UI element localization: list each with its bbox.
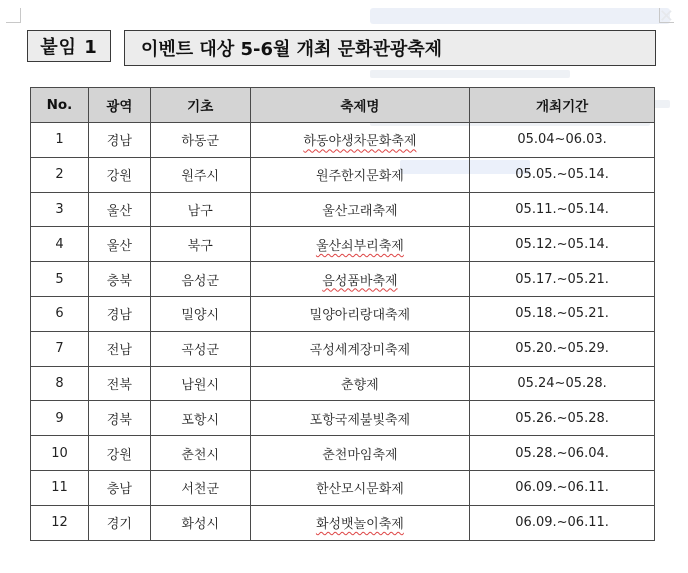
table-row xyxy=(31,331,655,366)
cell-region: 충남 xyxy=(88,470,150,505)
festival-name: 원주한지문화제 xyxy=(315,169,404,185)
cell-region: 강원 xyxy=(88,436,150,471)
cell-region: 전북 xyxy=(88,366,150,401)
page-title: 이벤트 대상 5-6월 개최 문화관광축제 xyxy=(124,30,656,66)
table-row xyxy=(31,470,655,505)
table-row xyxy=(31,505,655,540)
cell-base: 포항시 xyxy=(150,401,250,436)
cell-region: 울산 xyxy=(88,227,150,262)
cell-no: 3 xyxy=(31,192,89,227)
cell-festival xyxy=(250,331,470,366)
table-row xyxy=(31,227,655,262)
cell-region: 경남 xyxy=(88,123,150,158)
cell-base: 곡성군 xyxy=(150,331,250,366)
page-corner-mark xyxy=(6,8,21,23)
cell-period: 05.28.~06.04. xyxy=(470,436,655,471)
cell-period: 05.18.~05.21. xyxy=(470,296,655,331)
cell-region: 강원 xyxy=(88,157,150,192)
cell-festival xyxy=(250,227,470,262)
cell-no: 9 xyxy=(31,401,89,436)
cell-base: 남구 xyxy=(150,192,250,227)
cell-period: 05.24~05.28. xyxy=(470,366,655,401)
column-header-no: No. xyxy=(31,88,89,123)
cell-festival xyxy=(250,436,470,471)
ghost-close-icon: ✕ xyxy=(658,6,674,27)
table-row xyxy=(31,123,655,158)
cell-base: 춘천시 xyxy=(150,436,250,471)
cell-period: 05.11.~05.14. xyxy=(470,192,655,227)
festival-name: 춘향제 xyxy=(341,377,379,393)
table-row xyxy=(31,192,655,227)
table-row xyxy=(31,366,655,401)
table-row xyxy=(31,296,655,331)
table-header-row xyxy=(31,88,655,123)
cell-no: 6 xyxy=(31,296,89,331)
attachment-label: 붙임 1 xyxy=(27,30,111,62)
cell-period: 05.05.~05.14. xyxy=(470,157,655,192)
column-header-period: 개최기간 xyxy=(470,88,655,123)
cell-base: 서천군 xyxy=(150,470,250,505)
cell-festival xyxy=(250,401,470,436)
festival-name: 춘천마임축제 xyxy=(322,447,398,463)
cell-period: 06.09.~06.11. xyxy=(470,470,655,505)
cell-festival xyxy=(250,262,470,297)
column-header-festival: 축제명 xyxy=(250,88,470,123)
cell-no: 11 xyxy=(31,470,89,505)
table-row xyxy=(31,157,655,192)
cell-no: 7 xyxy=(31,331,89,366)
cell-festival xyxy=(250,366,470,401)
cell-period: 05.20.~05.29. xyxy=(470,331,655,366)
cell-no: 5 xyxy=(31,262,89,297)
festival-name: 곡성세계장미축제 xyxy=(309,343,411,359)
cell-period: 05.26.~05.28. xyxy=(470,401,655,436)
cell-no: 10 xyxy=(31,436,89,471)
cell-base: 북구 xyxy=(150,227,250,262)
cell-no: 2 xyxy=(31,157,89,192)
cell-festival xyxy=(250,157,470,192)
cell-region: 경남 xyxy=(88,296,150,331)
table-row xyxy=(31,401,655,436)
table-row xyxy=(31,436,655,471)
cell-period: 05.04~06.03. xyxy=(470,123,655,158)
cell-region: 경기 xyxy=(88,505,150,540)
cell-base: 화성시 xyxy=(150,505,250,540)
festival-name: 울산쇠부리축제 xyxy=(315,238,404,254)
festival-name: 화성뱃놀이축제 xyxy=(315,517,404,533)
cell-festival xyxy=(250,123,470,158)
festival-name: 음성품바축제 xyxy=(322,273,398,289)
cell-region: 전남 xyxy=(88,331,150,366)
cell-no: 1 xyxy=(31,123,89,158)
festival-name: 하동야생차문화축제 xyxy=(303,134,417,150)
cell-festival xyxy=(250,505,470,540)
cell-region: 울산 xyxy=(88,192,150,227)
column-header-region: 광역 xyxy=(88,88,150,123)
cell-festival xyxy=(250,470,470,505)
cell-base: 원주시 xyxy=(150,157,250,192)
cell-period: 06.09.~06.11. xyxy=(470,505,655,540)
cell-base: 밀양시 xyxy=(150,296,250,331)
cell-region: 충북 xyxy=(88,262,150,297)
festival-table xyxy=(30,87,655,541)
cell-no: 8 xyxy=(31,366,89,401)
festival-name: 한산모시문화제 xyxy=(315,482,404,498)
cell-festival xyxy=(250,296,470,331)
festival-name: 울산고래축제 xyxy=(322,203,398,219)
table-row xyxy=(31,262,655,297)
festival-name: 포항국제불빛축제 xyxy=(309,412,411,428)
cell-no: 12 xyxy=(31,505,89,540)
cell-period: 05.12.~05.14. xyxy=(470,227,655,262)
cell-base: 하동군 xyxy=(150,123,250,158)
ghost-toolbar xyxy=(370,8,670,24)
cell-no: 4 xyxy=(31,227,89,262)
cell-base: 음성군 xyxy=(150,262,250,297)
cell-base: 남원시 xyxy=(150,366,250,401)
column-header-base: 기초 xyxy=(150,88,250,123)
cell-festival xyxy=(250,192,470,227)
cell-region: 경북 xyxy=(88,401,150,436)
ghost-line xyxy=(370,70,570,78)
page-corner-mark xyxy=(659,8,674,23)
festival-name: 밀양아리랑대축제 xyxy=(309,308,411,324)
cell-period: 05.17.~05.21. xyxy=(470,262,655,297)
